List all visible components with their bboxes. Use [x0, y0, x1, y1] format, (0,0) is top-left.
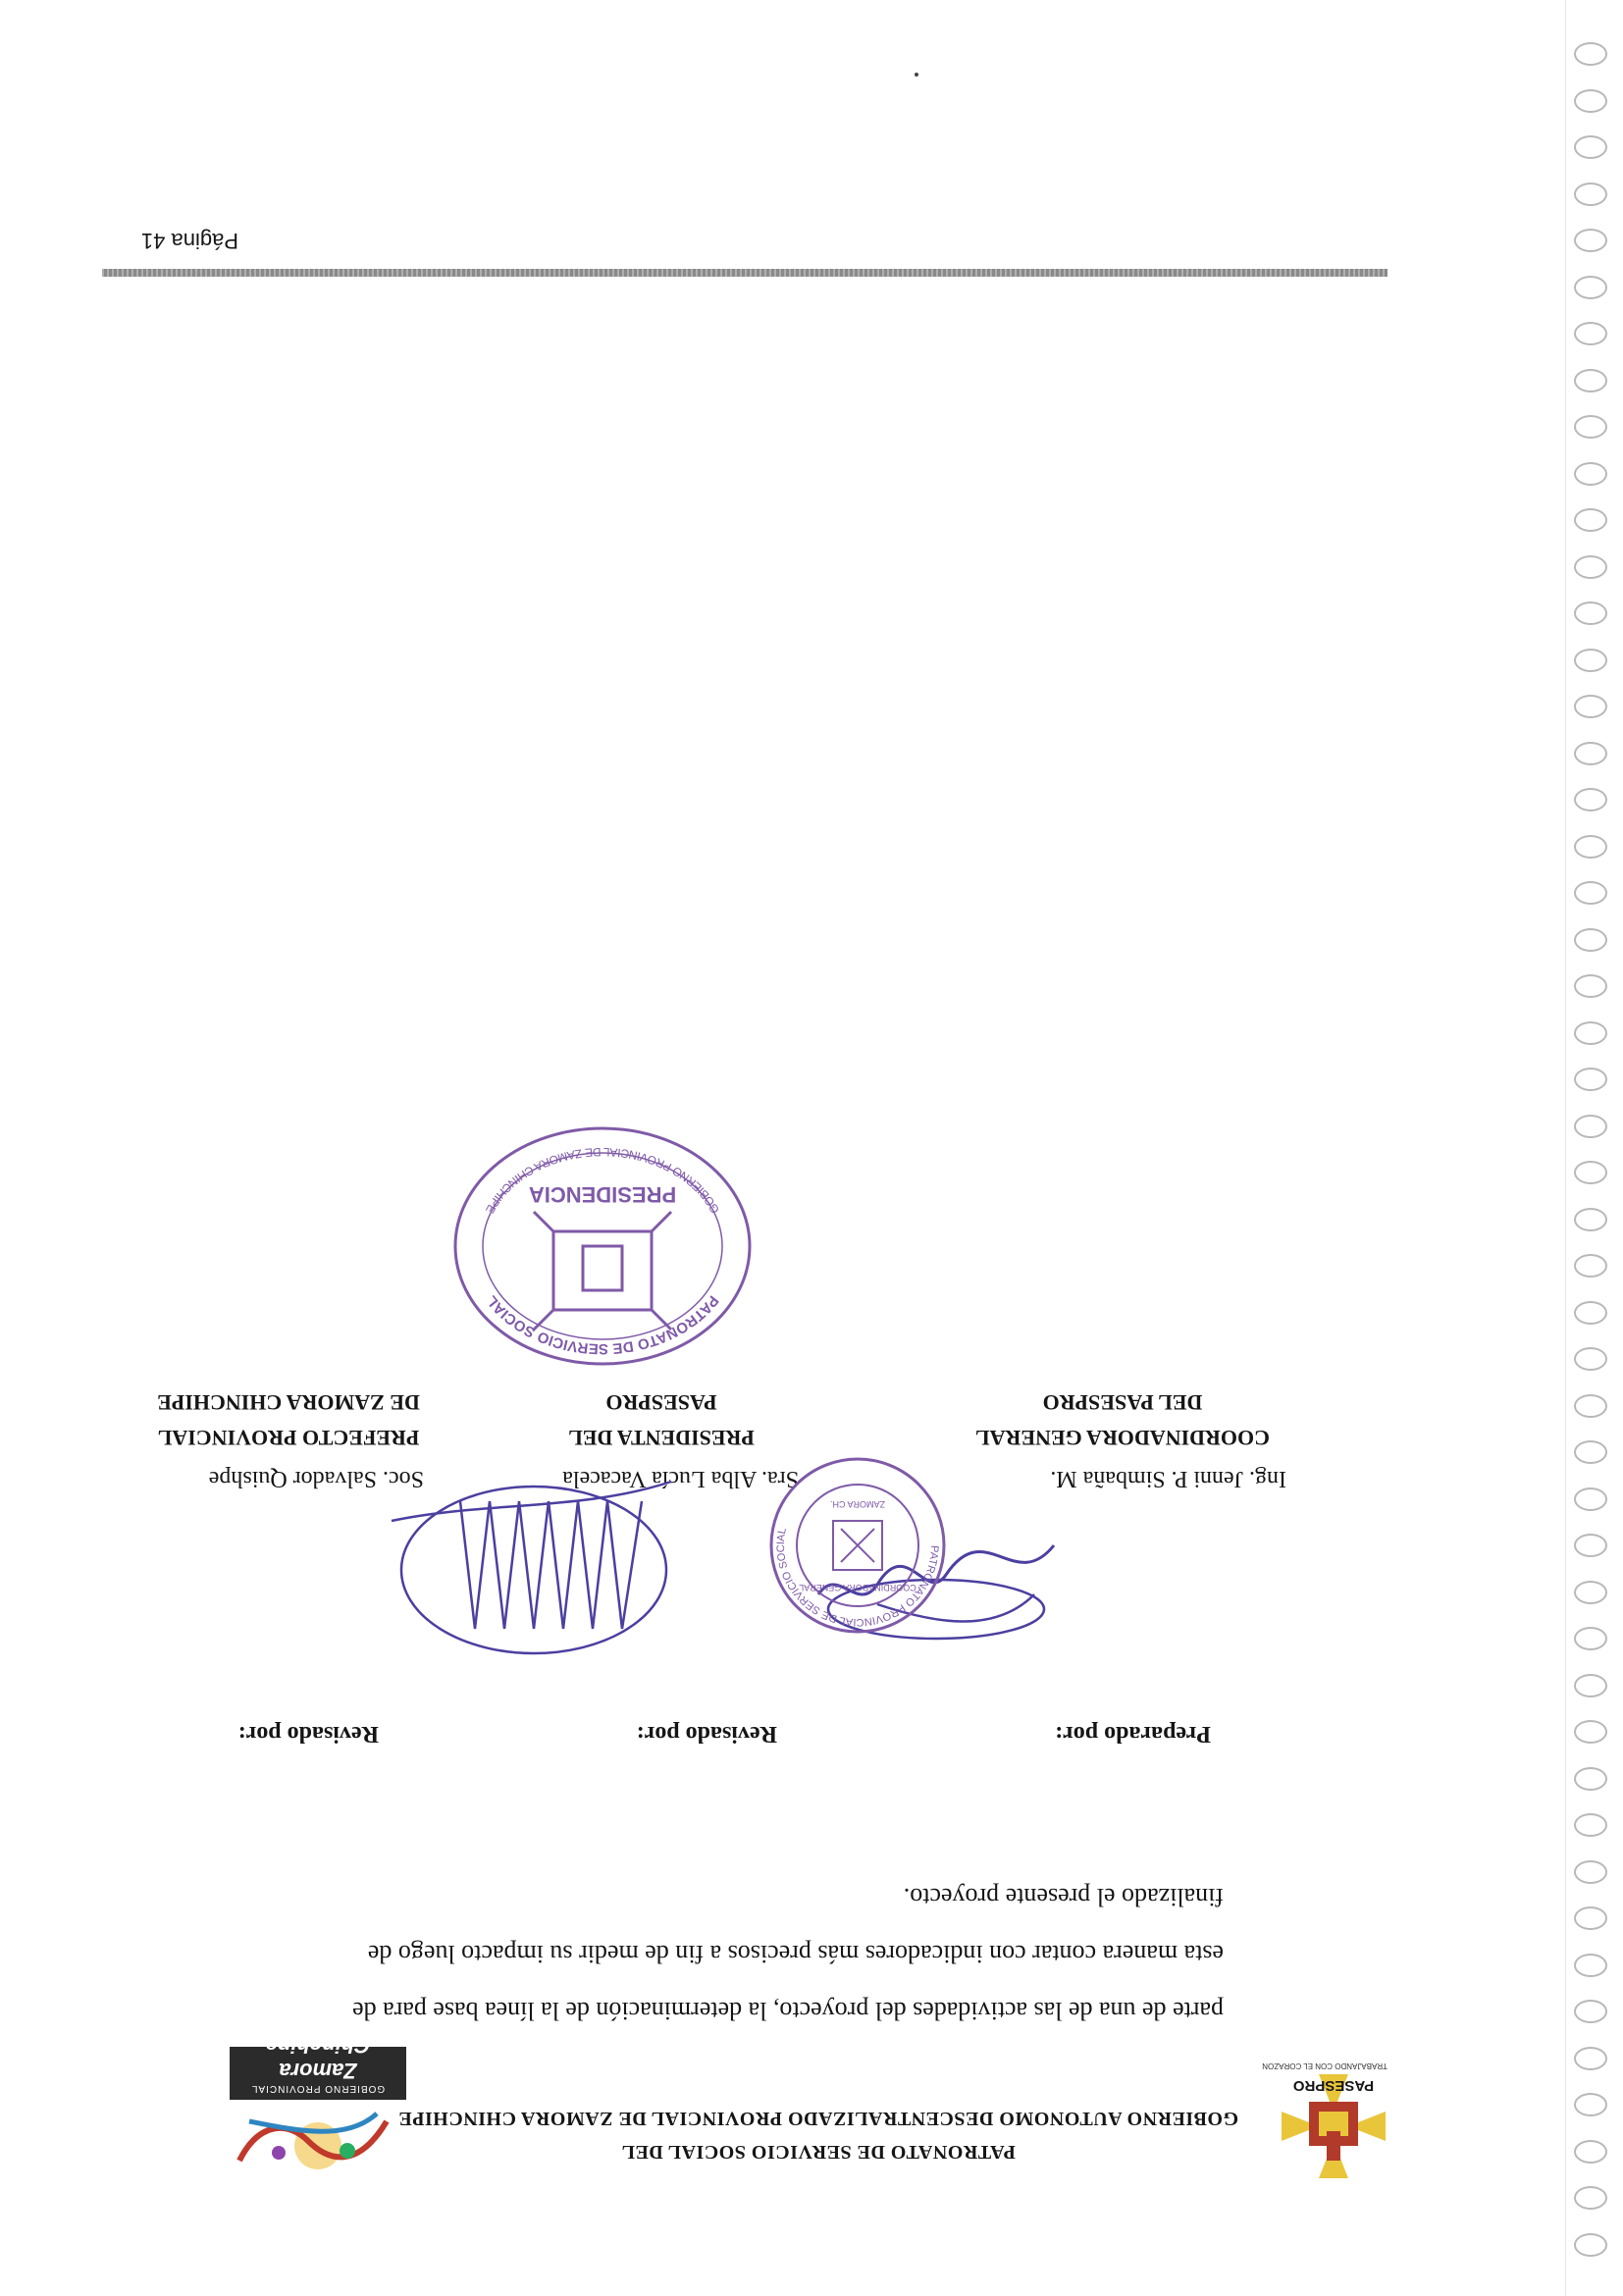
coordination-seal-ring-text: PATRONATO PROVINCIAL DE SERVICIO SOCIAL [774, 1527, 941, 1629]
prepared-by-label: Preparado por: [1055, 1721, 1211, 1747]
presidency-seal-ring-bottom: GOBIERNO PROVINCIAL DE ZAMORA CHINCHIPE [482, 1144, 723, 1217]
binder-hole [1574, 1394, 1607, 1418]
svg-text:PATRONATO PROVINCIAL DE SERVIC [775, 1527, 940, 1628]
binder-hole [1574, 509, 1607, 533]
binder-hole [1574, 649, 1607, 672]
signer-title-3b: DE ZAMORA CHINCHIPE [157, 1390, 420, 1415]
binder-holes [1564, 0, 1623, 2296]
coordination-seal-inner-text: COORDINADORA GENERAL [799, 1583, 916, 1592]
letterhead-title-line1: PATRONATO DE SERVICIO SOCIAL DEL [621, 2141, 1016, 2163]
body-line-1: parte de una de las actividades del proyecto, la determinación de la línea base para de [352, 1997, 1224, 2025]
binder-hole [1574, 1162, 1607, 1185]
binder-hole [1574, 1348, 1607, 1372]
presidency-seal-center-text: PRESIDENCIA [528, 1182, 677, 1207]
binder-hole [1574, 975, 1607, 999]
signer-name-1: Ing. Jenni P. Simbaña M. [1050, 1466, 1286, 1491]
svg-text:PATRONATO DE SERVICIO SOCIAL [484, 1292, 722, 1357]
logo-right-banner [230, 2033, 406, 2100]
logo-left-label: PASESPRO [1292, 2077, 1375, 2094]
binder-hole [1574, 369, 1607, 392]
body-line-2: esta manera contar con indicadores más precisos a fin de medir su impacto luego de [367, 1940, 1224, 1968]
binder-hole [1574, 1487, 1607, 1511]
page-edge [1565, 0, 1566, 2296]
coordination-seal-bottom-text: ZAMORA CH. [829, 1499, 886, 1509]
binder-hole [1574, 1208, 1607, 1231]
binder-hole [1574, 323, 1607, 346]
binder-hole [1574, 835, 1607, 859]
signer-title-1b: DEL PASESPRO [1042, 1390, 1203, 1415]
binder-hole [1574, 1115, 1607, 1138]
presidency-seal-stamp [445, 1119, 759, 1374]
body-paragraph [125, 1868, 1224, 2039]
binder-hole [1574, 928, 1607, 952]
binder-hole [1574, 882, 1607, 906]
binder-hole [1574, 89, 1607, 113]
signer-name-3: Soc. Salvador Quishpe [208, 1466, 424, 1491]
binder-hole [1574, 2001, 1607, 2024]
coordination-seal-stamp [764, 1452, 951, 1639]
binder-hole [1574, 276, 1607, 299]
binder-hole [1574, 742, 1607, 765]
letterhead [230, 2033, 1387, 2180]
binder-hole [1574, 1069, 1607, 1092]
reviewed-by-label-2: Revisado por: [237, 1721, 379, 1747]
binder-hole [1574, 1441, 1607, 1465]
pasespro-logo [1280, 2072, 1387, 2180]
binder-hole [1574, 416, 1607, 440]
signer-title-2a: PRESIDENTA DEL [568, 1426, 755, 1450]
signer-title-3a: PREFECTO PROVINCIAL [157, 1426, 420, 1450]
zamora-emblem-icon [230, 2102, 406, 2180]
binder-hole [1574, 183, 1607, 206]
binder-hole [1574, 43, 1607, 67]
binder-hole [1574, 2094, 1607, 2117]
logo-right-small-text: GOBIERNO PROVINCIAL [250, 2083, 386, 2094]
body-line-3: finalizado el presente proyecto. [903, 1883, 1224, 1911]
binder-hole [1574, 1255, 1607, 1278]
logo-left-tagline: TRABAJANDO CON EL CORAZON [1262, 2061, 1387, 2070]
binder-hole [1574, 789, 1607, 812]
signer-name-2: Sra. Alba Lucía Vacacela [562, 1466, 799, 1491]
footer-rule [102, 269, 1387, 277]
binder-hole [1574, 1767, 1607, 1791]
binder-hole [1574, 1721, 1607, 1745]
signer-title-1a: COORDINADORA GENERAL [974, 1426, 1271, 1450]
binder-hole [1574, 696, 1607, 719]
binder-hole [1574, 555, 1607, 579]
binder-hole [1574, 1674, 1607, 1697]
binder-hole [1574, 1814, 1607, 1838]
binder-hole [1574, 2187, 1607, 2211]
binder-hole [1574, 1628, 1607, 1651]
binder-hole [1574, 1021, 1607, 1045]
binder-hole [1574, 462, 1607, 486]
binder-hole [1574, 1581, 1607, 1604]
presidency-seal-ring-top: PATRONATO DE SERVICIO SOCIAL [483, 1291, 722, 1358]
binder-hole [1574, 1535, 1607, 1558]
binder-hole [1574, 2047, 1607, 2070]
scan-speck [915, 73, 918, 77]
letterhead-title-line2: GOBIERNO AUTONOMO DESCENTRALIZADO PROVINCIAL DE ZAMORA CHINCHIPE [397, 2108, 1239, 2129]
handwritten-signature-president [387, 1472, 681, 1668]
binder-hole [1574, 1954, 1607, 1977]
binder-hole [1574, 2233, 1607, 2257]
binder-hole [1574, 136, 1607, 160]
binder-hole [1574, 602, 1607, 626]
binder-hole [1574, 1301, 1607, 1325]
logo-right-text: Zamora Chinchipe [265, 2033, 371, 2083]
binder-hole [1574, 230, 1607, 253]
zamora-chinchipe-logo [230, 2033, 406, 2180]
page-number: Página 41 [140, 229, 238, 253]
binder-hole [1574, 1907, 1607, 1931]
binder-hole [1574, 1860, 1607, 1884]
reviewed-by-label-1: Revisado por: [636, 1721, 777, 1747]
binder-hole [1574, 2140, 1607, 2164]
signer-title-2b: PASESPRO [605, 1390, 717, 1415]
